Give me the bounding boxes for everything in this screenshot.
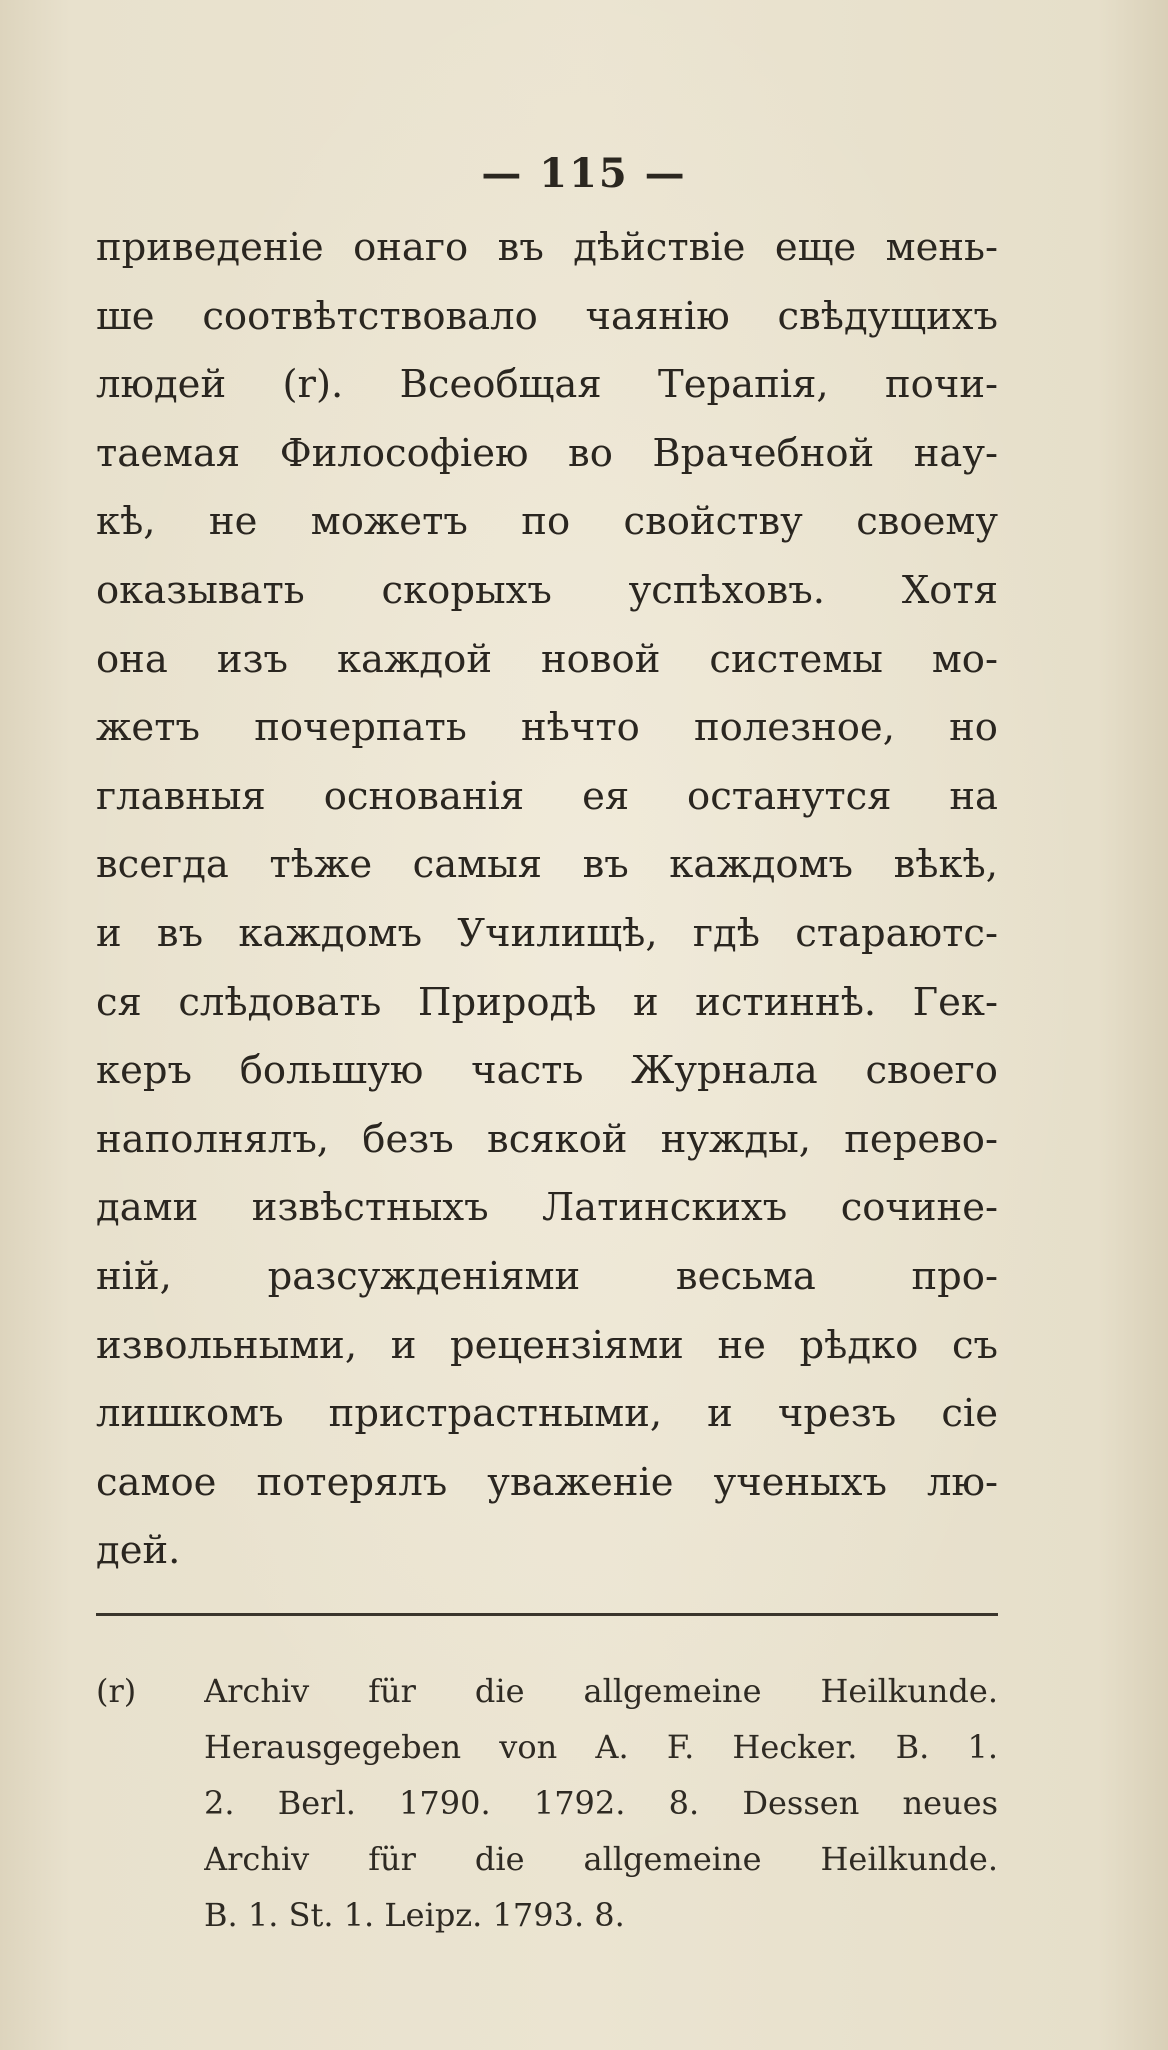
body-line: наполнялъ, безъ всякой нужды, перево- — [96, 1116, 998, 1162]
body-line: и въ каждомъ Училищѣ, гдѣ стараютс- — [96, 910, 998, 956]
body-line: кѣ, не можетъ по свойству своему — [96, 499, 998, 545]
body-line: самое потерялъ уваженіе ученыхъ лю- — [96, 1459, 998, 1505]
body-line: извольными, и рецензіями не рѣдко съ — [96, 1322, 998, 1368]
body-text — [96, 214, 998, 1586]
body-line: керъ большую часть Журнала своего — [96, 1048, 998, 1094]
body-line: людей (r). Всеобщая Терапія, почи- — [96, 362, 998, 408]
body-line: дами извѣстныхъ Латинскихъ сочине- — [96, 1185, 998, 1231]
body-line: таемая Философіею во Врачебной нау- — [96, 430, 998, 476]
footnote-marker: (r) — [96, 1672, 137, 1710]
footnote-line: Archiv für die allgemeine Heilkunde. — [204, 1840, 998, 1878]
body-line: жетъ почерпать нѣчто полезное, но — [96, 705, 998, 751]
body-line: ся слѣдовать Природѣ и истиннѣ. Гек- — [96, 979, 998, 1025]
body-line: ше соотвѣтствовало чаянію свѣдущихъ — [96, 293, 998, 339]
footnote-line: Archiv für die allgemeine Heilkunde. — [204, 1672, 998, 1710]
body-line: всегда тѣже самыя въ каждомъ вѣкѣ, — [96, 842, 998, 888]
body-line: ній, разсужденіями весьма про- — [96, 1253, 998, 1299]
body-line: оказывать скорыхъ успѣховъ. Хотя — [96, 567, 998, 613]
body-line: дей. — [96, 1528, 181, 1574]
footnote-line: 2. Berl. 1790. 1792. 8. Dessen neues — [204, 1784, 998, 1822]
page-number: — 115 — — [481, 150, 687, 197]
footnote-divider — [96, 1613, 998, 1616]
footnote-line: B. 1. St. 1. Leipz. 1793. 8. — [204, 1896, 625, 1934]
footnote-line: Herausgegeben von A. F. Hecker. B. 1. — [204, 1728, 998, 1766]
footnote-text — [204, 1663, 998, 1943]
body-line: главныя основанія ея останутся на — [96, 773, 998, 819]
body-line: она изъ каждой новой системы мо- — [96, 636, 998, 682]
body-line: лишкомъ пристрастными, и чрезъ сіе — [96, 1391, 998, 1437]
body-line: приведеніе онаго въ дѣйствіе еще мень- — [96, 225, 998, 270]
